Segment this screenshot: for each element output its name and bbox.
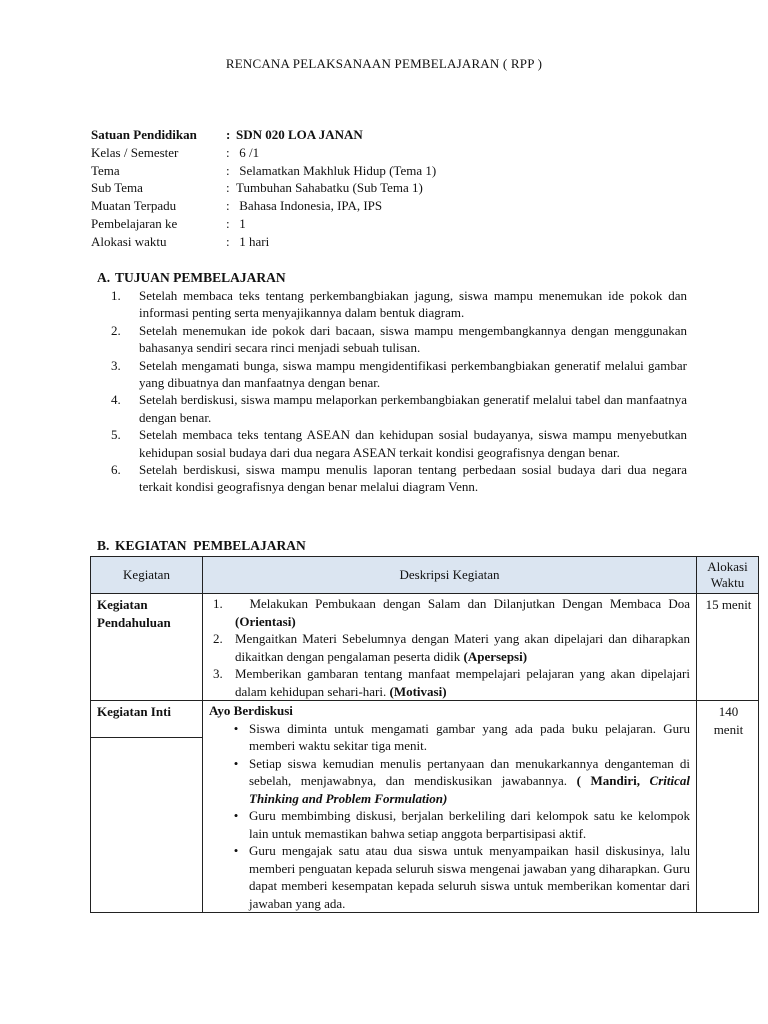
section-heading (97, 269, 687, 287)
info-label: Tema (91, 162, 120, 178)
list-item (97, 322, 687, 357)
item-text: Setelah berdiskusi, siswa mampu menulis laporan tentang perbedaan sosial budaya dari dua negara terkait kondisi geografisnya dengan benar melalui diagram Venn. (139, 462, 687, 495)
item-text: Setelah mengamati bunga, siswa mampu mengidentifikasi perkembangbiakan generatif melalui gambar yang dibuatnya dan manfaatnya dengan benar. (139, 357, 687, 391)
bullet-icon: • (233, 843, 239, 858)
item-number: 2. (213, 631, 223, 646)
header-alokasi: Alokasi Waktu (697, 557, 759, 594)
item-number: 4. (111, 392, 121, 408)
header-deskripsi: Deskripsi Kegiatan (203, 557, 697, 594)
bullet-icon: • (233, 720, 239, 736)
item-text: Setelah menemukan ide pokok dari bacaan, siswa mampu mengembangkannya dengan menggunakan bahasanya sendiri secara rinci menjadi sebuah tulisan. (139, 322, 687, 356)
section-kegiatan (97, 537, 697, 555)
list-item (209, 842, 690, 912)
info-label: Alokasi waktu (91, 233, 167, 249)
info-row (91, 215, 691, 233)
item-text: Siswa diminta untuk mengamati gambar yang ada pada buku pelajaran. Guru memberi waktu sekitar tiga menit. (249, 720, 690, 753)
item-tag: (Apersepsi) (463, 648, 528, 664)
row-label: Kegiatan Pendahuluan (91, 594, 203, 701)
section-title: TUJUAN PEMBELAJARAN (115, 270, 286, 285)
item-text: Memberikan gambaran tentang manfaat mempelajari pelajaran yang akan dipelajari dalam kehidupan sehari-hari. (235, 666, 690, 699)
info-value: Tumbuhan Sahabatku (Sub Tema 1) (236, 180, 423, 196)
section-heading (97, 537, 697, 555)
item-text: Guru mengajak satu atau dua siswa untuk menyampaikan hasil diskusinya, lalu memberi penguatan kepada seluruh siswa mengenai jawaban yang diharapkan. Guru dapat memberi kesempatan kepada seluruh siswa untuk memberikan komentar dari jawaban yang ada. (249, 843, 690, 911)
info-value: 1 hari (236, 233, 270, 249)
activity-table (90, 556, 759, 913)
row-label-text: Kegiatan Inti (97, 704, 172, 719)
item-text: Setelah membaca teks tentang perkembangbiakan jagung, siswa mampu menemukan ide pokok dan informasi penting serta menyajikannya dalam bentuk diagram. (139, 288, 687, 321)
info-label: Satuan Pendidikan (91, 127, 197, 142)
header-kegiatan: Kegiatan (91, 557, 203, 594)
table-row (91, 594, 759, 701)
info-sep: : (226, 144, 230, 160)
list-item (209, 720, 690, 755)
goals-list (97, 287, 687, 496)
pendahuluan-list (209, 595, 694, 700)
row-time: 15 menit (697, 594, 759, 701)
info-row (91, 179, 691, 197)
page-title: RENCANA PELAKSANAAN PEMBELAJARAN ( RPP ) (225, 56, 543, 71)
list-item (97, 357, 687, 392)
info-row (91, 126, 691, 144)
info-sep: : (226, 233, 230, 249)
label-divider (91, 737, 202, 738)
item-number: 3. (111, 357, 121, 373)
list-item (97, 287, 687, 322)
item-text: Setiap siswa kemudian menulis pertanyaan dan menukarkannya denganteman di sebelah, menjawabnya, dan mendiskusikan jawabannya. (249, 755, 690, 788)
info-sep: : (226, 127, 231, 142)
info-row (91, 144, 691, 162)
item-text: Melakukan Pembukaan dengan Salam dan Dilanjutkan Dengan Membaca Doa (235, 596, 694, 611)
item-number: 5. (111, 427, 121, 443)
info-sep: : (226, 215, 230, 231)
table-row (91, 701, 759, 913)
item-tag: (Orientasi) (235, 613, 296, 629)
info-label: Sub Tema (91, 180, 143, 196)
section-number: A. (97, 270, 111, 285)
section-tujuan (97, 269, 687, 496)
info-row (91, 233, 691, 251)
list-item (97, 461, 687, 496)
row-time: 140 menit (697, 701, 759, 913)
list-item (97, 426, 687, 461)
list-item (209, 630, 690, 665)
item-text: Mengaitkan Materi Sebelumnya dengan Materi yang akan dipelajari dan diharapkan dikaitkan dengan pengalaman peserta didik (235, 631, 690, 664)
row-description (203, 701, 697, 913)
table-header-row (91, 557, 759, 594)
row-label (91, 701, 203, 913)
info-label: Kelas / Semester (91, 144, 179, 160)
info-value: Selamatkan Makhluk Hidup (Tema 1) (236, 162, 437, 178)
inti-list (209, 720, 690, 913)
info-label: Pembelajaran ke (91, 215, 178, 231)
item-text: Setelah membaca teks tentang ASEAN dan kehidupan sosial budayanya, siswa mampu menyebutkan kehidupan sosial budaya dari dua negara ASEAN terkait kondisi geografisnya dengan benar. (139, 427, 687, 460)
list-item (209, 665, 690, 700)
list-item (209, 807, 690, 842)
row-description (203, 594, 697, 701)
info-row (91, 162, 691, 180)
item-text: Guru membimbing diskusi, berjalan berkeliling dari kelompok satu ke kelompok lain untuk memastikan bahwa setiap anggota berpartisipasi aktif. (249, 808, 690, 841)
info-value: Bahasa Indonesia, IPA, IPS (236, 198, 383, 214)
info-sep: : (226, 162, 230, 178)
info-value: SDN 020 LOA JANAN (236, 127, 363, 142)
info-row (91, 197, 691, 215)
item-number: 2. (111, 322, 121, 338)
list-item (209, 595, 694, 630)
identity-block (91, 126, 691, 251)
info-value: 6 /1 (236, 144, 260, 160)
info-value: 1 (236, 215, 246, 231)
bullet-icon: • (233, 755, 239, 771)
item-number: 3. (213, 666, 223, 681)
item-number: 1. (111, 288, 121, 303)
list-item (209, 755, 690, 808)
list-item (97, 391, 687, 426)
info-label: Muatan Terpadu (91, 198, 177, 214)
item-number: 6. (111, 462, 121, 478)
item-tag: ( Mandiri, (576, 773, 650, 788)
subsection-heading: Ayo Berdiskusi (209, 703, 293, 718)
item-text: Setelah berdiskusi, siswa mampu melaporkan perkembangbiakan generatif melalui tabel dan manfaatnya dengan benar. (139, 392, 687, 425)
item-number: 1. (213, 596, 223, 611)
section-number: B. (97, 538, 110, 553)
info-sep: : (226, 180, 230, 196)
item-tag: (Motivasi) (389, 683, 447, 699)
section-title: KEGIATAN PEMBELAJARAN (115, 538, 306, 553)
bullet-icon: • (233, 808, 239, 823)
item-tag-italic: Critical Thinking and Problem Formulation) (249, 773, 690, 806)
info-sep: : (226, 198, 230, 214)
